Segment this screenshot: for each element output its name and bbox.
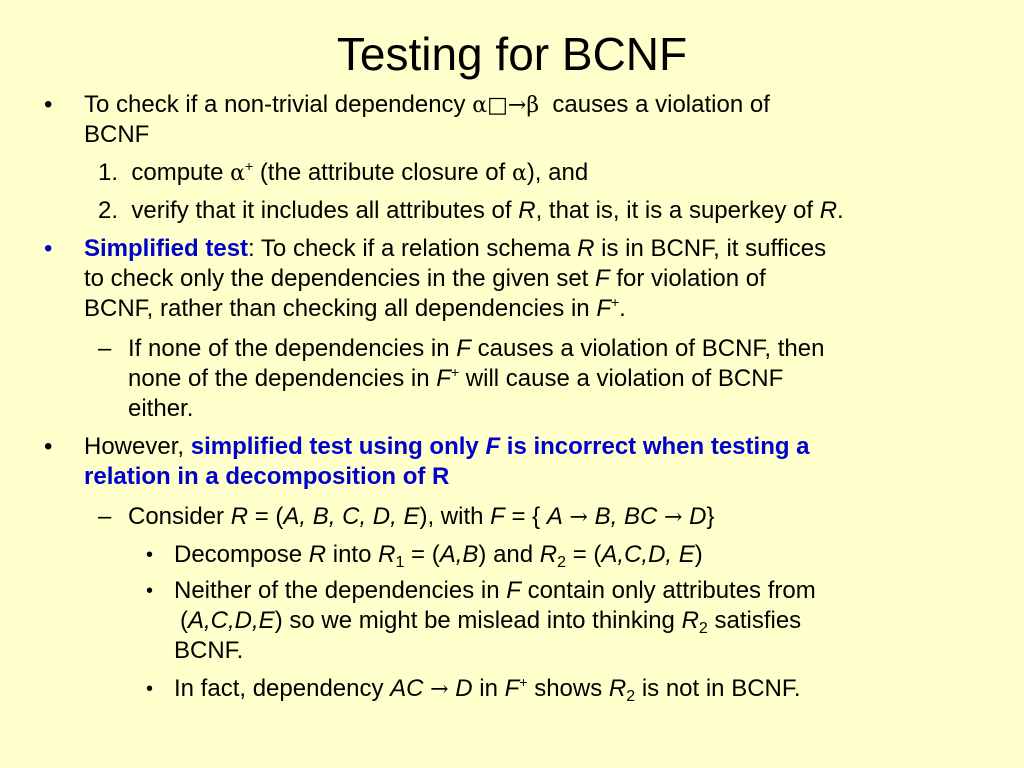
arrow-symbol: → — [569, 505, 588, 530]
beta-symbol: β — [526, 93, 540, 118]
arrow-symbol: → — [664, 505, 683, 530]
missing-glyph-box: □ — [487, 93, 508, 118]
bullet2-line3: BCNF, rather than checking all dependencies in F+. — [84, 294, 626, 322]
bullet-dot: • — [146, 544, 154, 566]
bullet2-sub-line2: none of the dependencies in F+ will cause a violation of BCNF — [128, 364, 784, 392]
bullet3-line1: However, simplified test using only F is incorrect when testing a — [84, 433, 810, 460]
bullet1-step2: 2. verify that it includes all attributes of R, that is, it is a superkey of R. — [98, 197, 844, 224]
bullet-dot: • — [44, 235, 53, 262]
consider-line: Consider R = (A, B, C, D, E), with F = { A → B, BC → D} — [128, 503, 715, 530]
neither-line3: BCNF. — [174, 637, 244, 664]
bullet-dot: • — [146, 580, 154, 602]
decompose-line: Decompose R into $R_1 = (A,B)$ and $R_2 = (A,C,D$, E) — [174, 541, 703, 571]
in-fact-line: In fact, dependency AC → D in F+ shows $R_2$ is not in BCNF. — [174, 674, 801, 705]
neither-line2: (A,C,D,E) so we might be mislead into thinking $R_2$ satisfies — [180, 607, 802, 637]
bullet1-line2: BCNF — [84, 121, 150, 148]
bullet2-sub-line3: either. — [128, 395, 194, 422]
dash-marker: – — [98, 335, 112, 362]
bullet3-line2: relation in a decomposition of R — [84, 463, 450, 490]
slide-title: Testing for BCNF — [336, 28, 688, 80]
arrow-symbol: → — [430, 677, 449, 702]
dash-marker: – — [98, 503, 112, 530]
neither-line1: Neither of the dependencies in F contain only attributes from — [174, 577, 816, 604]
bullet1-step1: 1. compute α+ (the attribute closure of α), and — [98, 158, 589, 186]
bullet2-sub-line1: If none of the dependencies in F causes a violation of BCNF, then — [128, 335, 825, 362]
arrow-symbol: → — [507, 93, 527, 118]
bullet-dot: • — [44, 91, 53, 118]
bullet-dot: • — [146, 678, 154, 700]
bullet2-line2: to check only the dependencies in the given set F for violation of — [84, 265, 766, 292]
alpha-symbol: α — [472, 93, 488, 118]
bullet-dot: • — [44, 433, 53, 460]
bullet1-line1: To check if a non-trivial dependency α□→β causes a violation of — [84, 91, 770, 118]
bullet2-line1: Simplified test: To check if a relation schema R is in BCNF, it suffices — [84, 235, 827, 262]
